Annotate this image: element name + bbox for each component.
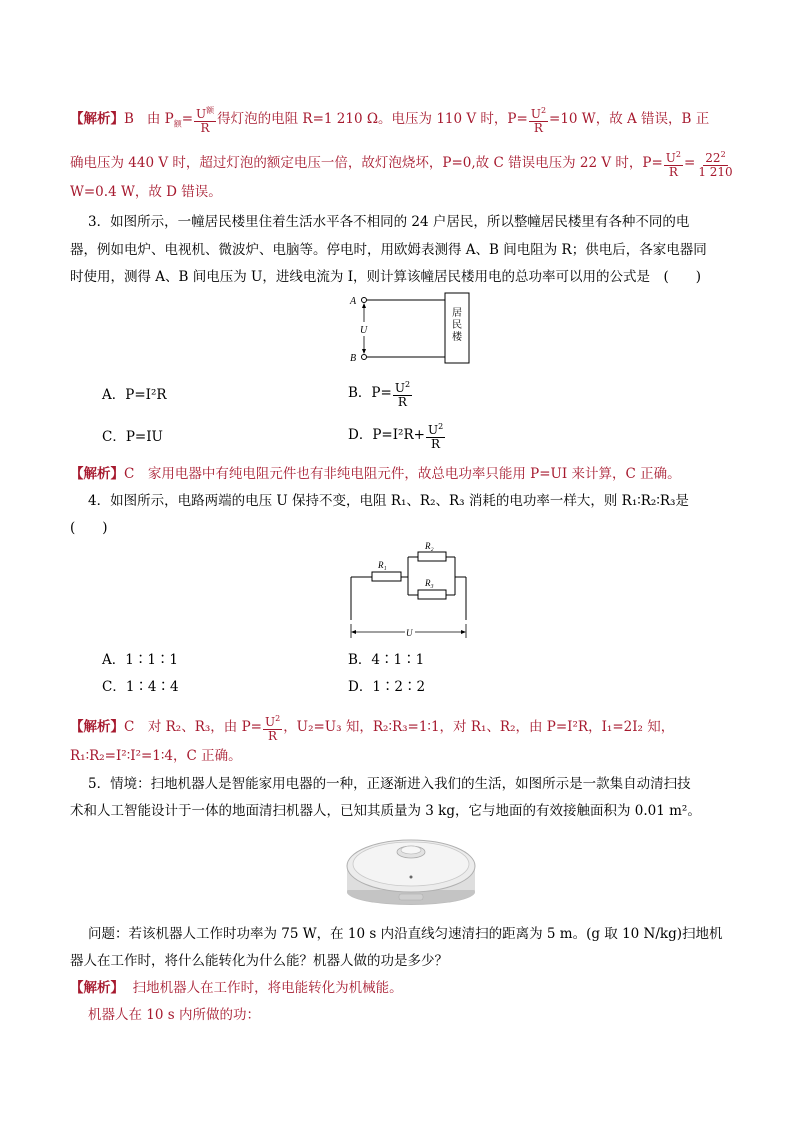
q4-option-c[interactable]: C．1∶4∶4 [102, 679, 179, 695]
q3-option-d[interactable]: D．P=I²R+ $\frac{U^2}{R}$ [348, 422, 444, 451]
q4-option-d[interactable]: D．1∶2∶2 [348, 679, 426, 695]
r1-label: R₁ [378, 560, 387, 570]
q5-question-line2: 器人在工作时，将什么能转化为什么能？机器人做的功是多少？ [70, 953, 448, 969]
node-b-label: B [350, 353, 357, 364]
q4-option-a[interactable]: A．1∶1∶1 [102, 652, 179, 668]
q4-solution-line2: R₁∶R₂=I²∶I²=1∶4，C 正确。 [70, 748, 242, 764]
q3-text-line2: 器，例如电炉、电视机、微波炉、电脑等。停电时，用欧姆表测得 A、B 间电阻为 R；供电后，各家电器同 [70, 242, 707, 258]
fraction: $\frac{U^2}{R}$ [530, 106, 547, 135]
voltage-label: U [406, 628, 413, 638]
resistor-r3 [418, 590, 446, 599]
r3-label: R₃ [425, 578, 434, 588]
q4-text-line2: ( ) [70, 520, 108, 536]
q5-question-line1: 问题：若该机器人工作时功率为 75 W，在 10 s 内沿直线匀速清扫的距离为 5 m。(g 取 10 N/kg)扫地机 [88, 926, 723, 942]
resistor-r2 [418, 552, 446, 561]
fraction: $\frac{U^额}{R}$ [196, 106, 215, 135]
q5-work-line: 机器人在 10 s 内所做的功： [88, 1007, 260, 1023]
q4-text-line1: 4．如图所示，电路两端的电压 U 保持不变，电阻 R₁、R₂、R₃ 消耗的电功率一样大，则 R₁∶R₂∶R₃是 [88, 493, 689, 509]
q3-text-line3: 时使用，测得 A、B 间电压为 U，进线电流为 I，则计算该幢居民楼用电的总功率可以用的公式是 ( ) [70, 269, 702, 285]
q5-text-line1: 5．情境：扫地机器人是智能家用电器的一种，正逐渐进入我们的生活，如图所示是一款集自动清扫技 [88, 776, 691, 792]
q3-solution: 【解析】C 家用电器中有纯电阻元件也有非纯电阻元件，故总电功率只能用 P=UI 来计算，C 正确。 [70, 466, 681, 482]
q4-solution-line1: 【解析】C 对 R₂、R₃，由 P= $\frac{U^2}{R}$ ，U₂=U₃ 知，R₂∶R₃=1∶1，对 R₁、R₂，由 P=I²R，I₁=2I₂ 知， [70, 714, 675, 743]
q3-text-line1: 3．如图所示，一幢居民楼里住着生活水平各不相同的 24 户居民，所以整幢居民楼里有各种不同的电 [88, 214, 690, 230]
node-a-label: A [350, 296, 357, 307]
q3-option-b[interactable]: B．P= $\frac{U^2}{R}$ [348, 380, 411, 409]
q2-solution-line1: 【解析】B 由 $P_额=$ $\frac{U^额}{R}$ 得灯泡的电阻 R=1 210 Ω。电压为 110 V 时，P= $\frac{U^2}{R}$ =10 W，故 A 错误，B 正 [70, 106, 710, 135]
q3-option-c[interactable]: C．P=IU [102, 429, 163, 445]
solution-tag: 【解析】 [70, 111, 124, 127]
voltage-label: U [360, 325, 368, 336]
q3-option-a[interactable]: A．P=I²R [102, 387, 167, 403]
r2-label: R₂ [425, 541, 434, 551]
q4-option-b[interactable]: B．4∶1∶1 [348, 652, 425, 668]
q5-solution: 【解析】 扫地机器人在工作时，将电能转化为机械能。 [70, 980, 403, 996]
q3-circuit-figure [340, 292, 490, 364]
q4-circuit-figure [345, 540, 470, 642]
fraction: $\frac{22^2}{1 210}$ [698, 150, 733, 179]
robot-vacuum-image [344, 828, 478, 908]
fraction: $\frac{U^2}{R}$ [665, 150, 681, 179]
building-label: 居民楼 [452, 308, 462, 343]
resistor-r1 [372, 572, 401, 581]
q2-solution-line2: 确电压为 440 V 时，超过灯泡的额定电压一倍，故灯泡烧坏，P=0,故 C 错误电压为 22 V 时，P= $\frac{U^2}{R}$ = $\frac{22^2}{1 210}$ [70, 150, 733, 179]
q2-solution-line3: W=0.4 W，故 D 错误。 [70, 184, 222, 200]
q5-text-line2: 术和人工智能设计于一体的地面清扫机器人，已知其质量为 3 kg，它与地面的有效接触面积为 0.01 m²。 [70, 803, 701, 819]
